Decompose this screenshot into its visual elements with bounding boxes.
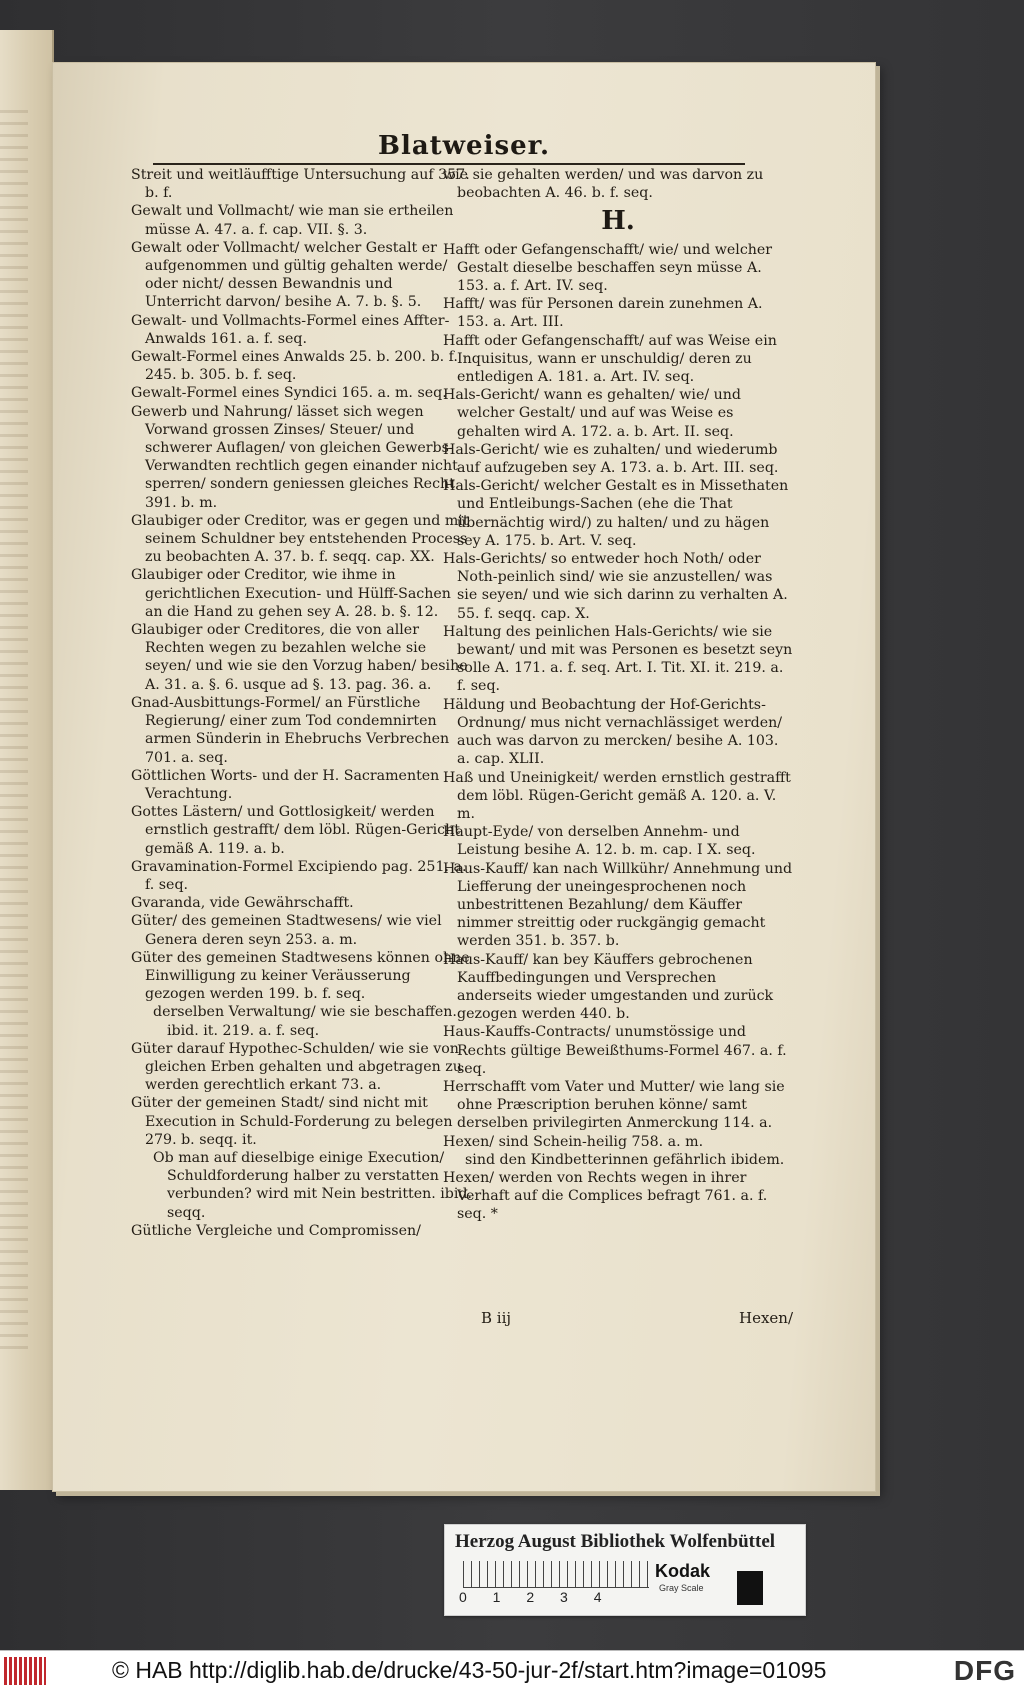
index-entry: Gewalt oder Vollmacht/ welcher Gestalt er aufgenommen und gültig gehalten werde/ oder nicht/ dessen Bewandnis und Unterricht darvon/ besihe A. 7. b. §. 5. [131,239,448,311]
index-entry: Gewalt-Formel eines Syndici 165. a. m. seq. [131,385,447,402]
footer-bar [0,1650,1024,1691]
section-letter: H. [601,206,635,237]
catchword: Hexen/ [738,1309,793,1327]
index-entry: Haus-Kauff/ kan nach Willkühr/ Annehmung und Liefferung der uneingesprochenen noch unbestrittenen Bezahlung/ dem Käuffer nimmer streittig oder ruckgängig gemacht werden 351. b. 357. b. [443,860,793,950]
index-entry: Häldung und Beobachtung der Hof-Gerichts-Ordnung/ mus nicht vernachlässiget werden/ auch was darvon zu mercken/ besihe A. 103. a. cap. XLII. [443,696,783,768]
index-entry: Hals-Gericht/ wann es gehalten/ wie/ und welcher Gestalt/ und auf was Weise es gehalten wird A. 172. a. b. Art. II. seq. [443,387,741,440]
index-entry: derselben Verwaltung/ wie sie beschaffen. ibid. it. 219. a. f. seq. [153,1004,457,1039]
index-entry: Hafft oder Gefangenschafft/ wie/ und welcher Gestalt dieselbe beschaffen seyn müsse A. 153. a. f. Art. IV. seq. [443,241,773,295]
index-entry: Glaubiger oder Creditor, was er gegen und mit seinem Schuldner bey entstehenden Process zu beobachten A. 37. b. f. seqq. cap. XX. [131,512,469,566]
index-entry: Herrschafft vom Vater und Mutter/ wie lang sie ohne Præscription beruhen könne/ samt derselben privilegirten Anmerckung 114. a. [443,1078,785,1132]
ruler-numbers: 0 1 2 3 4 [459,1589,602,1605]
index-entry: Hals-Gericht/ welcher Gestalt es in Missethaten und Entleibungs-Sachen (ehe die That übernächtig wird/) zu halten/ und zu hägen sey A. 175. b. Art. V. seq. [443,478,789,549]
book-page [52,62,876,1492]
source-link[interactable]: © HAB http://diglib.hab.de/drucke/43-50-jur-2f/start.htm?image=01095 [112,1657,827,1683]
left-index-column [131,166,473,1240]
index-entry: Gütliche Vergleiche und Compromissen/ [131,1222,421,1239]
index-entry: Göttlichen Worts- und der H. Sacramenten Verachtung. [131,767,440,802]
index-entry: Hexen/ werden von Rechts wegen in ihrer Verhaft auf die Complices befragt 761. a. f. seq. * [443,1169,768,1223]
index-entry: Gottes Lästern/ und Gottlosigkeit/ werden ernstlich gestrafft/ dem löbl. Rügen-Gericht gemäß A. 119. a. b. [131,804,460,857]
index-entry: Glaubiger oder Creditores, die von aller Rechten wegen zu bezahlen welche sie seyen/ und wie sie den Vorzug haben/ besihe A. 31. a. §. 6. usque ad §. 13. pag. 36. a. [131,622,468,693]
index-entry: Gvaranda, vide Gewährschafft. [131,895,354,912]
library-name: Herzog August Bibliothek Wolfenbüttel [455,1531,776,1552]
index-entry: Gnad-Ausbittungs-Formel/ an Fürstliche Regierung/ einer zum Tod condemnirten armen Sünderin in Ehebruchs Verbrechen 701. a. seq. [131,694,450,766]
index-entry: Haus-Kauffs-Contracts/ unumstössige und Rechts gültige Beweißthums-Formel 467. a. f. seq. [443,1024,787,1077]
black-swatch [737,1571,763,1605]
index-entry: wie sie gehalten werden/ und was darvon zu beobachten A. 46. b. f. seq. [443,167,764,202]
index-entry: Glaubiger oder Creditor, wie ihme in gerichtlichen Execution- und Hülff-Sachen an die Hand zu gehen sey A. 28. b. §. 12. [131,567,451,620]
index-entry: Güter des gemeinen Stadtwesens können ohne Einwilligung zu keiner Veräusserung gezogen werden 199. b. f. seq. [131,949,470,1003]
index-entry: Ob man auf dieselbige einige Execution/ Schuldforderung halber zu verstatten verbunden? wird mit Nein bestritten. ibid. seqq. [153,1149,473,1221]
facing-page-text-shadow [0,110,28,1350]
index-entry: Güter der gemeinen Stadt/ sind nicht mit Execution in Schuld-Forderung zu belegen 279. b. seqq. it. [131,1095,453,1148]
index-entry: Haupt-Eyde/ von derselben Annehm- und Leistung besihe A. 12. b. m. cap. I X. seq. [443,824,756,859]
right-index-column [443,166,793,1224]
right-entries [443,241,793,1224]
facing-page-edge [0,30,54,1490]
index-entry: sind den Kindbetterinnen gefährlich ibidem. [465,1151,785,1168]
signature-mark: B iij [481,1309,512,1327]
index-entry: Haß und Uneinigkeit/ werden ernstlich gestrafft dem löbl. Rügen-Gericht gemäß A. 120. a. V. m. [443,769,791,822]
index-entry: Hals-Gerichts/ so entweder hoch Noth/ oder Noth-peinlich sind/ wie sie anzustellen/ was sie seyen/ und wie sich darinn zu verhalten A. 55. f. seqq. cap. X. [443,551,788,622]
gray-scale-label: Gray Scale [659,1583,704,1593]
index-entry: Gravamination-Formel Excipiendo pag. 251. a. f. seq. [131,858,467,893]
dfg-logo: DFG [953,1655,1016,1686]
index-entry: Hafft/ was für Personen darein zunehmen A. 153. a. Art. III. [443,296,763,331]
index-entry: Streit und weitläufftige Untersuchung auf 357. b. f. [131,167,470,202]
kodak-logo: Kodak [655,1561,711,1581]
ruler-scale [463,1561,649,1588]
index-entry: Gewerb und Nahrung/ lässet sich wegen Vorwand grossen Zinses/ Steuer/ und schwerer Auflagen/ von gleichen Gewerbs-Verwandten rechtlich gegen einander nicht sperren/ sondern geniessen gleiches Recht 391. b. m. [131,403,458,511]
index-entry: Gewalt- und Vollmachts-Formel eines Affter-Anwalds 161. a. f. seq. [131,312,450,347]
page-header: Blatweiser. [377,131,551,161]
index-entry: Haus-Kauff/ kan bey Käuffers gebrochenen Kauffbedingungen und Versprechen anderseits wieder umgestanden und zurück gezogen werden 440. b. [443,951,774,1023]
hab-logo [4,1657,46,1685]
index-entry: Hexen/ sind Schein-heilig 758. a. m. [443,1133,704,1150]
index-entry: Güter/ des gemeinen Stadtwesens/ wie viel Genera deren seyn 253. a. m. [131,913,442,948]
index-entry: Hals-Gericht/ wie es zuhalten/ und wiederumb auf aufzugeben sey A. 173. a. b. Art. III. seq. [443,441,779,477]
header-rule [153,163,745,165]
right-top-entries [443,166,793,202]
index-entry: Hafft oder Gefangenschafft/ auf was Weise ein Inquisitus, wann er unschuldig/ deren zu entledigen A. 181. a. Art. IV. seq. [443,332,777,386]
color-reference-card [444,1524,806,1616]
index-entry: Güter darauf Hypothec-Schulden/ wie sie von gleichen Erben gehalten und abgetragen zu werden gerechtlich erkant 73. a. [131,1040,462,1094]
index-entry: Haltung des peinlichen Hals-Gerichts/ wie sie bewant/ und mit was Personen es besetzt seyn solle A. 171. a. f. seq. Art. I. Tit. XI. it. 219. a. f. seq. [443,623,793,695]
index-entry: Gewalt-Formel eines Anwalds 25. b. 200. b. f. 245. b. 305. b. f. seq. [131,349,458,384]
index-entry: Gewalt und Vollmacht/ wie man sie ertheilen müsse A. 47. a. f. cap. VII. §. 3. [131,203,454,238]
